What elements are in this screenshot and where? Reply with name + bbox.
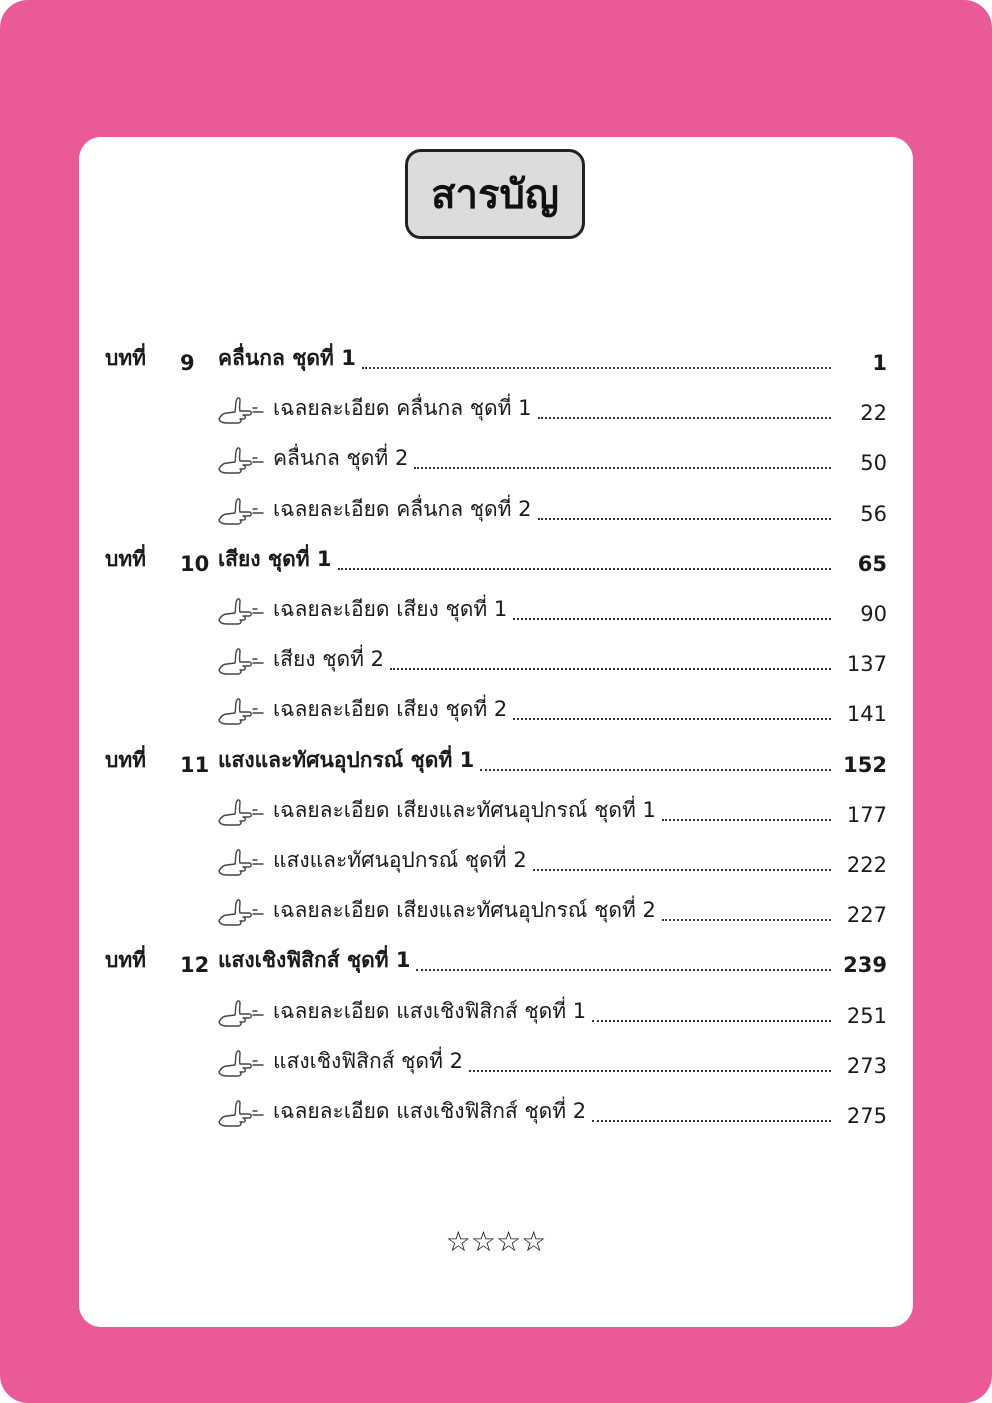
sub-entry[interactable] [215, 490, 887, 526]
pointing-hand-icon [215, 998, 273, 1028]
dot-leader [592, 1019, 831, 1022]
sub-entry-page-number: 56 [860, 502, 887, 526]
chapter-word: บทที่ [105, 948, 147, 972]
chapter-title: แสงเชิงฟิสิกส์ ชุดที่ 1 [218, 948, 411, 972]
chapter-word: บทที่ [105, 748, 147, 772]
dot-leader [414, 466, 831, 469]
page-title: สารบัญ [405, 149, 585, 239]
dot-leader [480, 768, 831, 771]
sub-entry-page-number: 273 [846, 1054, 887, 1078]
sub-entry-page-number: 137 [846, 652, 887, 676]
pointing-hand-icon [215, 596, 273, 626]
chapter-page-number: 1 [872, 351, 887, 375]
sub-entry-page-number: 251 [846, 1004, 887, 1028]
chapter-entry[interactable] [105, 540, 887, 576]
sub-entry-title: แสงและทัศนอุปกรณ์ ชุดที่ 2 [273, 848, 527, 872]
dot-leader [662, 818, 831, 821]
sub-entry-title: แสงเชิงฟิสิกส์ ชุดที่ 2 [273, 1049, 463, 1073]
dot-leader [592, 1119, 831, 1122]
sub-entry-page-number: 90 [860, 602, 887, 626]
sub-entry[interactable] [215, 1042, 887, 1078]
dot-leader [338, 567, 831, 570]
chapter-word: บทที่ [105, 547, 147, 571]
sub-entry-title: เฉลยละเอียด เสียงและทัศนอุปกรณ์ ชุดที่ 1 [273, 798, 656, 822]
pointing-hand-icon [215, 897, 273, 927]
dot-leader [390, 667, 831, 670]
chapter-number: 12 [180, 953, 210, 977]
sub-entry-title: เฉลยละเอียด คลื่นกล ชุดที่ 2 [273, 497, 532, 521]
pointing-hand-icon [215, 797, 273, 827]
chapter-page-number: 239 [843, 953, 887, 977]
chapter-title: คลื่นกล ชุดที่ 1 [218, 346, 356, 370]
dot-leader [538, 416, 831, 419]
pointing-hand-icon [215, 646, 273, 676]
sub-entry[interactable] [215, 439, 887, 475]
sub-entry-page-number: 275 [846, 1104, 887, 1128]
sub-entry-title: เฉลยละเอียด คลื่นกล ชุดที่ 1 [273, 396, 532, 420]
pointing-hand-icon [215, 1098, 273, 1128]
chapter-word: บทที่ [105, 346, 147, 370]
sub-entry[interactable] [215, 690, 887, 726]
sub-entry[interactable] [215, 1092, 887, 1128]
sub-entry-title: เสียง ชุดที่ 2 [273, 647, 384, 671]
sub-entry[interactable] [215, 791, 887, 827]
sub-entry-page-number: 141 [846, 702, 887, 726]
sub-entry-page-number: 222 [846, 853, 887, 877]
pointing-hand-icon [215, 445, 273, 475]
pointing-hand-icon [215, 847, 273, 877]
chapter-entry[interactable] [105, 339, 887, 375]
sub-entry-title: เฉลยละเอียด เสียงและทัศนอุปกรณ์ ชุดที่ 2 [273, 898, 656, 922]
dot-leader [513, 717, 831, 720]
dot-leader [662, 918, 831, 921]
dot-leader [416, 968, 831, 971]
sub-entry[interactable] [215, 640, 887, 676]
sub-entry-page-number: 227 [846, 903, 887, 927]
sub-entry-title: เฉลยละเอียด แสงเชิงฟิสิกส์ ชุดที่ 1 [273, 999, 587, 1023]
chapter-page-number: 65 [857, 552, 887, 576]
sub-entry[interactable] [215, 891, 887, 927]
dot-leader [538, 517, 831, 520]
pointing-hand-icon [215, 395, 273, 425]
dot-leader [362, 366, 831, 369]
sub-entry[interactable] [215, 389, 887, 425]
sub-entry[interactable] [215, 841, 887, 877]
sub-entry-page-number: 177 [846, 803, 887, 827]
chapter-title: แสงและทัศนอุปกรณ์ ชุดที่ 1 [218, 748, 475, 772]
chapter-page-number: 152 [843, 753, 887, 777]
dot-leader [513, 617, 831, 620]
pointing-hand-icon [215, 696, 273, 726]
footer-stars: ☆☆☆☆ [445, 1225, 547, 1258]
pointing-hand-icon [215, 496, 273, 526]
chapter-number: 11 [180, 753, 210, 777]
pointing-hand-icon [215, 1048, 273, 1078]
sub-entry-title: เฉลยละเอียด เสียง ชุดที่ 2 [273, 697, 508, 721]
chapter-entry[interactable] [105, 741, 887, 777]
sub-entry[interactable] [215, 590, 887, 626]
sub-entry-title: เฉลยละเอียด เสียง ชุดที่ 1 [273, 597, 508, 621]
sub-entry[interactable] [215, 992, 887, 1028]
sub-entry-title: เฉลยละเอียด แสงเชิงฟิสิกส์ ชุดที่ 2 [273, 1099, 587, 1123]
dot-leader [469, 1069, 831, 1072]
dot-leader [533, 868, 831, 871]
chapter-number: 10 [180, 552, 210, 576]
sub-entry-page-number: 50 [860, 451, 887, 475]
sub-entry-title: คลื่นกล ชุดที่ 2 [273, 446, 409, 470]
toc-card [79, 137, 913, 1327]
chapter-number: 9 [180, 351, 195, 375]
chapter-entry[interactable] [105, 941, 887, 977]
sub-entry-page-number: 22 [860, 401, 887, 425]
chapter-title: เสียง ชุดที่ 1 [218, 547, 332, 571]
